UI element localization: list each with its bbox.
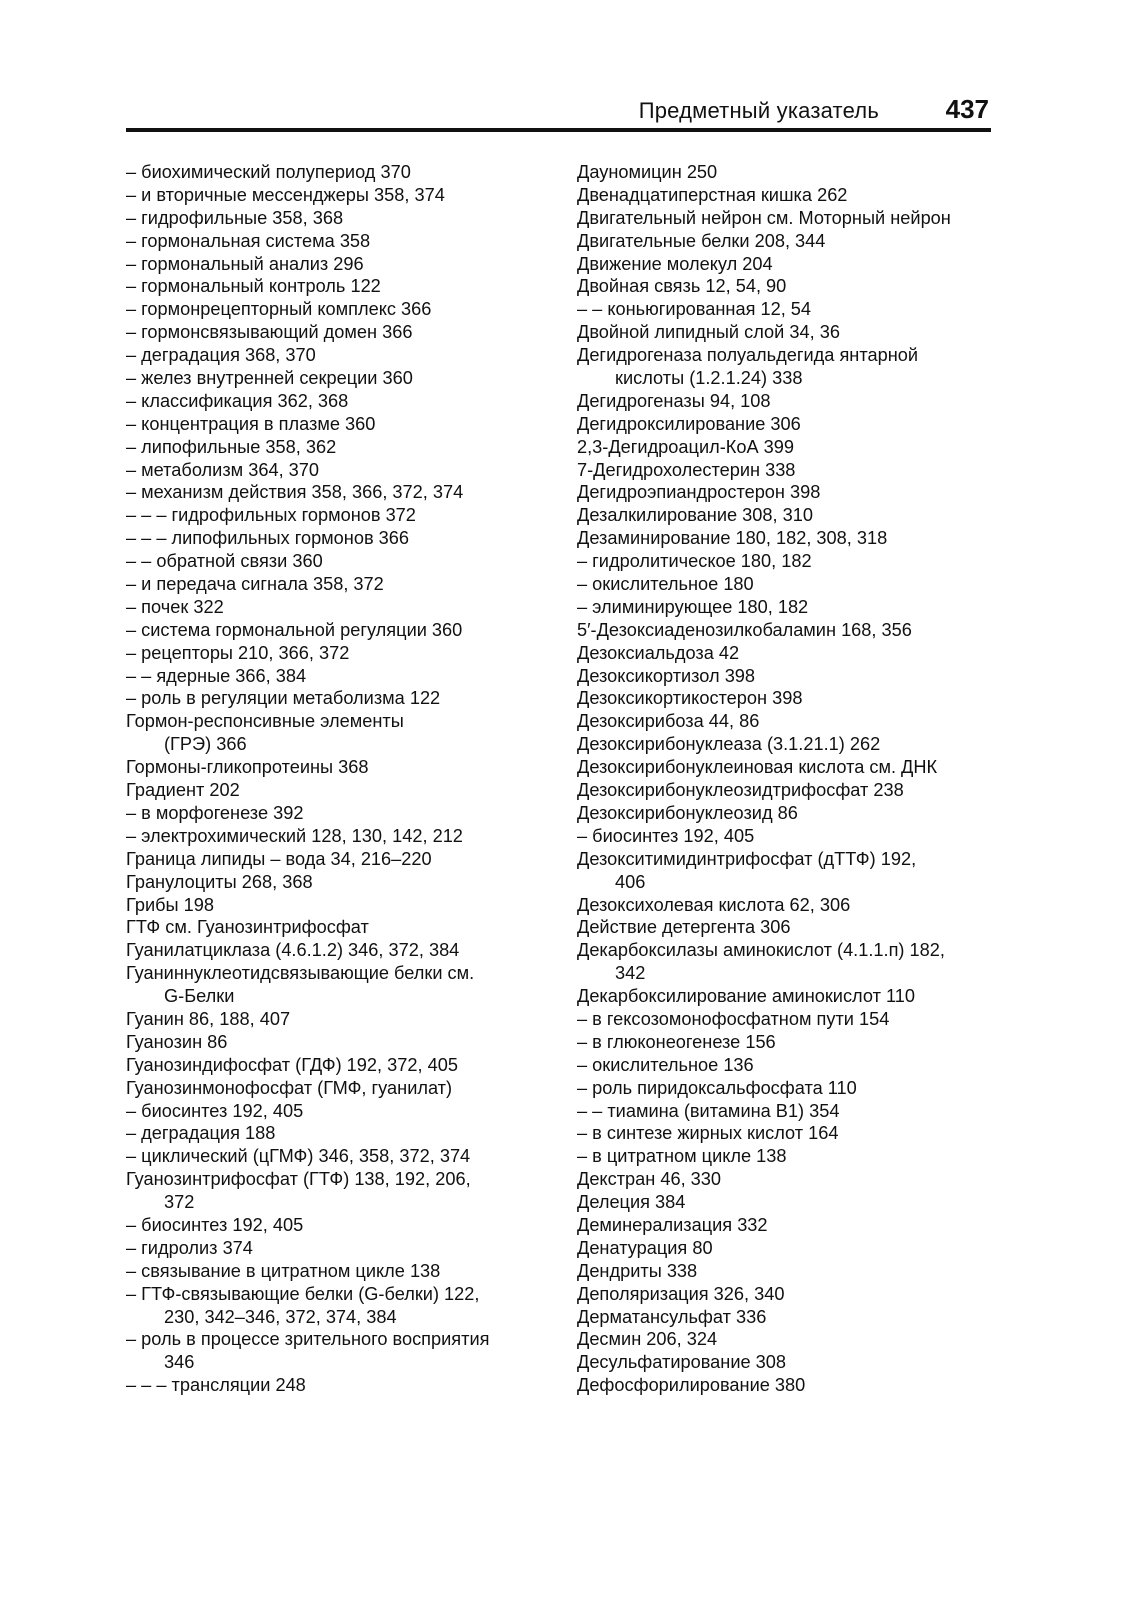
index-entry: кислоты (1.2.1.24) 338 [615,368,803,389]
index-entry: – почек 322 [126,596,224,617]
index-entry: 7-Дегидрохолестерин 338 [577,459,796,480]
index-entry: – система гормональной регуляции 360 [126,619,463,640]
index-entry: Декстран 46, 330 [577,1169,722,1190]
index-entry: – концентрация в плазме 360 [126,413,376,434]
index-entry: 230, 342–346, 372, 374, 384 [164,1306,397,1327]
index-entry: – рецепторы 210, 366, 372 [126,642,350,663]
index-entry: Десульфатирование 308 [577,1352,786,1373]
index-entry: – биохимический полупериод 370 [126,162,411,182]
index-entry: – – обратной связи 360 [126,551,323,572]
index-entry: Двенадцатиперстная кишка 262 [577,184,848,205]
index-entry: – механизм действия 358, 366, 372, 374 [126,482,464,503]
index-entry: Градиент 202 [126,780,240,801]
index-entry: Дегидроксилирование 306 [577,413,801,434]
index-entry: Гранулоциты 268, 368 [126,871,313,892]
index-entry: 5′-Дезоксиаденозилкобаламин 168, 356 [577,619,912,640]
index-entry: – циклический (цГМФ) 346, 358, 372, 374 [126,1146,471,1167]
index-entry: 346 [164,1352,195,1373]
index-entry: Дезоксиальдоза 42 [577,642,740,663]
index-entry: Деполяризация 326, 340 [577,1283,785,1304]
index-entry: – биосинтез 192, 405 [126,1100,304,1121]
index-entry: – деградация 368, 370 [126,345,316,366]
index-entry: – роль в регуляции метаболизма 122 [126,688,441,709]
index-entry: – в синтезе жирных кислот 164 [577,1123,839,1144]
index-entry: – гидрофильные 358, 368 [126,207,344,228]
index-entry: Грибы 198 [126,894,214,915]
index-entry: – окислительное 180 [577,574,754,595]
index-entry: Декарбоксилирование аминокислот 110 [577,986,915,1007]
index-entry: – гормональный анализ 296 [126,253,364,274]
index-entry: Дауномицин 250 [577,162,718,182]
index-entry: Дезоксикортизол 398 [577,665,756,686]
index-entry: – биосинтез 192, 405 [126,1214,304,1235]
index-entry: – ГТФ-связывающие белки (G-белки) 122, [126,1283,480,1304]
index-entry: – – коньюгированная 12, 54 [577,299,812,320]
index-entry: – гидролитическое 180, 182 [577,551,812,572]
index-entry: Дезокситимидинтрифосфат (дТТФ) 192, [577,848,917,869]
index-entry: – элиминирующее 180, 182 [577,596,809,617]
index-entry: 406 [615,871,646,892]
index-entry: Гуанозинтрифосфат (ГТФ) 138, 192, 206, [126,1169,471,1190]
header-rule [126,128,991,132]
index-entry: – в цитратном цикле 138 [577,1146,787,1167]
index-entry: Дезаминирование 180, 182, 308, 318 [577,528,888,549]
index-entry: Гормоны-гликопротеины 368 [126,757,369,778]
index-entry: Гуанозинмонофосфат (ГМФ, гуанилат) [126,1077,453,1098]
index-entry: G-Белки [164,986,235,1007]
index-entry: – – – гидрофильных гормонов 372 [126,505,416,526]
index-entry: Гуанин 86, 188, 407 [126,1008,291,1029]
index-entry: – связывание в цитратном цикле 138 [126,1260,441,1281]
index-entry: Гуаниннуклеотидсвязывающие белки см. [126,963,475,984]
index-entry: 2,3-Дегидроацил-КоА 399 [577,436,795,457]
index-entry: – – тиамина (витамина B1) 354 [577,1100,840,1121]
index-entry: 342 [615,963,646,984]
index-entry: – электрохимический 128, 130, 142, 212 [126,825,463,846]
index-entry: Гуанозин 86 [126,1031,228,1052]
index-entry: 372 [164,1192,195,1213]
index-entry: – гормонсвязывающий домен 366 [126,322,413,343]
index-entry: Декарбоксилазы аминокислот (4.1.1.п) 182, [577,940,945,961]
index-entry: – роль в процессе зрительного восприятия [126,1329,490,1350]
index-entry: Гуанозиндифосфат (ГДФ) 192, 372, 405 [126,1054,458,1075]
index-entry: – в глюконеогенезе 156 [577,1031,776,1052]
index-entry: – и вторичные мессенджеры 358, 374 [126,184,445,205]
index-entry: Дезоксирибонуклеозидтрифосфат 238 [577,780,904,801]
index-entry: Дефосфорилирование 380 [577,1375,806,1396]
index-entry: – в гексозомонофосфатном пути 154 [577,1008,890,1029]
index-entry: Гуанилатциклаза (4.6.1.2) 346, 372, 384 [126,940,460,961]
index-entry: Двойная связь 12, 54, 90 [577,276,787,297]
page-number: 437 [945,94,989,124]
index-entry: (ГРЭ) 366 [164,734,247,755]
index-entry: – метаболизм 364, 370 [126,459,320,480]
index-entry: ГТФ см. Гуанозинтрифосфат [126,917,369,938]
index-entry: – гормонрецепторный комплекс 366 [126,299,432,320]
index-entry: Дегидрогеназы 94, 108 [577,390,771,411]
index-entry: – желез внутренней секреции 360 [126,368,413,389]
index-entry: – в морфогенезе 392 [126,802,304,823]
index-entry: Движение молекул 204 [577,253,773,274]
index-entry: Двигательные белки 208, 344 [577,230,826,251]
index-entry: – и передача сигнала 358, 372 [126,574,384,595]
index-entry: – липофильные 358, 362 [126,436,337,457]
index-entry: Дезоксирибонуклеаза (3.1.21.1) 262 [577,734,881,755]
index-entry: Дегидрогеназа полуальдегида янтарной [577,345,919,366]
index-entry: Дезоксирибонуклеозид 86 [577,802,798,823]
index-entry: Деминерализация 332 [577,1214,768,1235]
index-entry: – гормональная система 358 [126,230,371,251]
index-entry: Делеция 384 [577,1192,686,1213]
index-entry: – гормональный контроль 122 [126,276,381,297]
index-entry: Граница липиды – вода 34, 216–220 [126,848,432,869]
index-entry: Десмин 206, 324 [577,1329,718,1350]
index-entry: – роль пиридоксальфосфата 110 [577,1077,857,1098]
index-entry: – окислительное 136 [577,1054,754,1075]
index-entry: – биосинтез 192, 405 [577,825,755,846]
index-entry: Дезоксирибоза 44, 86 [577,711,760,732]
page-header [126,94,991,130]
index-entry: Дезалкилирование 308, 310 [577,505,813,526]
index-column-left [126,161,546,1397]
index-entry: Действие детергента 306 [577,917,791,938]
index-entry: Дезоксирибонуклеиновая кислота см. ДНК [577,757,938,778]
index-entry: Гормон-респонсивные элементы [126,711,404,732]
index-entry: – – ядерные 366, 384 [126,665,307,686]
index-entry: – гидролиз 374 [126,1237,253,1258]
index-entry: Двойной липидный слой 34, 36 [577,322,840,343]
index-entry: Денатурация 80 [577,1237,713,1258]
index-entry: Дезоксикортикостерон 398 [577,688,803,709]
running-header-title: Предметный указатель [638,98,879,123]
index-entry: Дезоксихолевая кислота 62, 306 [577,894,851,915]
index-entry: – – – трансляции 248 [126,1375,306,1396]
index-entry: Дегидроэпиандростерон 398 [577,482,821,503]
index-entry: Дерматансульфат 336 [577,1306,767,1327]
index-entry: Двигательный нейрон см. Моторный нейрон [577,207,951,228]
index-entry: Дендриты 338 [577,1260,698,1281]
index-entry: – классификация 362, 368 [126,390,349,411]
index-column-right [577,161,997,1397]
index-entry: – деградация 188 [126,1123,276,1144]
index-entry: – – – липофильных гормонов 366 [126,528,410,549]
